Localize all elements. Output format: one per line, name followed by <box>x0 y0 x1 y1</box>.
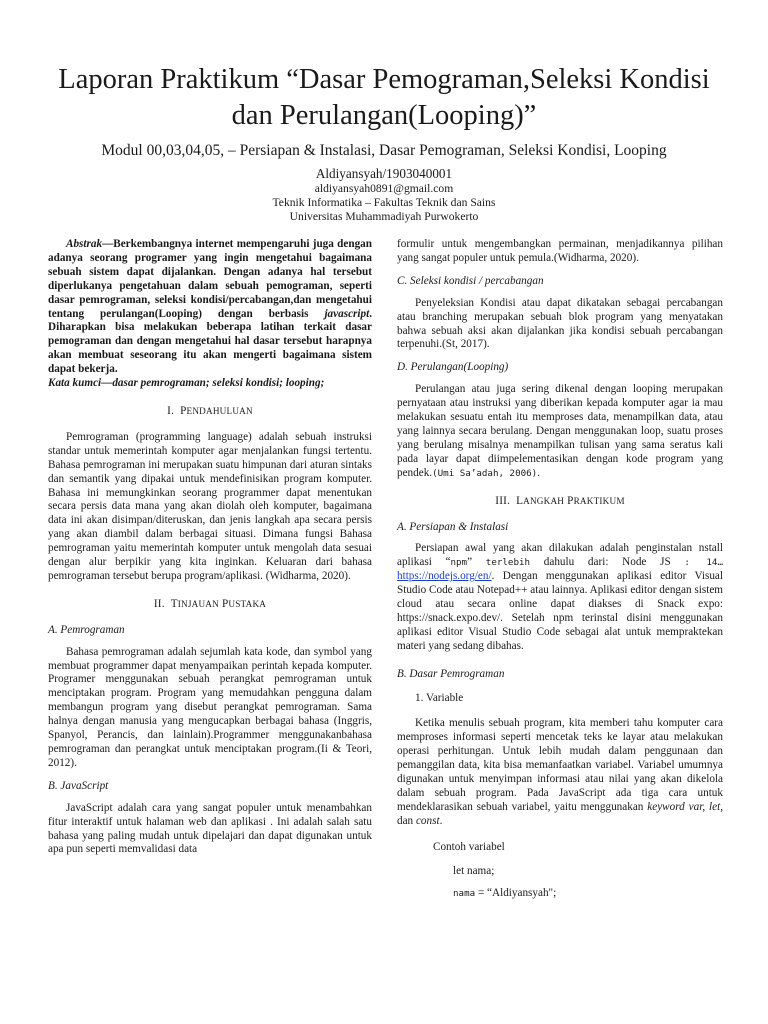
right-column <box>397 238 723 900</box>
npm-code: npm <box>450 557 468 569</box>
section-heading-tinjauan-pustaka <box>48 598 372 612</box>
abstract-tail: . Diharapkan bisa melakukan beberapa latihan terkait dasar pemograman dan dengan mengetahui hal dasar tersebut harapnya akan membuat seseorang itu akan mengerti bagaimana sistem dapat bekerja. <box>48 307 372 376</box>
variable-text-1: Ketika menulis sebuah program, kita memberi tahu komputer cara memproses informasi seperti mencetak teks ke layar atau melakukan operasi perhitungan. Untuk lebih mudah dalam penggunaan dan pemanggilan data, kita bisa memanfaatkan variabel. Variabel umumnya digunakan untuk menyimpan informasi atau nilai yang akan dikelola dalam sebuah program. Pada JavaScript ada tiga cara untuk mendeklarasikan sebuah variabel, yaitu menggunakan <box>397 717 723 813</box>
author-university: Universitas Muhammadiyah Purwokerto <box>289 210 479 223</box>
abstract-text: Berkembangnya internet mempengaruhi juga dengan adanya seorang programer yang ingin mengetahui bagaimana sebuah sistem dapat dijalankan. Dengan adanya hal tersebut diperlukanya pengetahuan dalam sebuah pemograman, seperti dasar pemrograman, seleksi kondisi/percabangan,dan mengetahui tentang perulangan(Looping) dengan berbasis <box>48 238 372 320</box>
code-assignment: = “Aldiyansyah"; <box>475 886 557 899</box>
perulangan-end: . <box>537 466 541 479</box>
section-initial: T <box>170 597 178 610</box>
variable-text-2: dan <box>397 814 416 827</box>
code-line-1: let nama; <box>453 864 495 877</box>
keyword-italic: keyword var, let, <box>647 800 723 813</box>
perulangan-paragraph <box>397 383 723 480</box>
variable-text-3: . <box>439 814 443 827</box>
subsection-heading-dasar-pemrograman: B. Dasar Pemrograman <box>397 667 505 680</box>
subsection-heading-persiapan: A. Persiapan & Instalasi <box>397 520 509 533</box>
node-version: : 14… <box>684 557 723 569</box>
section-initial: P <box>180 404 187 417</box>
section-heading-langkah-praktikum <box>397 495 723 509</box>
section-rest: ANGKAH <box>523 495 565 506</box>
section-rest: USTAKA <box>228 598 267 609</box>
abstract-label: Abstrak <box>66 238 103 250</box>
paper-title: Laporan Praktikum “Dasar Pemograman,Seleksi Kondisi dan Perulangan(Looping)” <box>58 64 710 131</box>
section-initial: P <box>567 494 574 507</box>
section-initial: L <box>516 494 524 507</box>
subsection-heading-javascript: B. JavaScript <box>48 779 109 792</box>
left-column <box>48 238 372 857</box>
persiapan-paragraph <box>397 542 723 653</box>
seleksi-kondisi-paragraph: Penyeleksian Kondisi atau dapat dikatakan sebagai percabangan atau branching merupakan sebuah blok program yang menyatakan bahwa sebuah aksi akan dijalankan jika kondisi sebuah percabangan terpenuhi.(St, 2017). <box>397 296 723 351</box>
section-number: II. <box>153 597 165 610</box>
variable-paragraph <box>397 717 723 828</box>
section-number: III. <box>495 494 511 507</box>
code-label: Contoh variabel <box>433 840 505 853</box>
author-faculty: Teknik Informatika – Fakultas Teknik dan Sains <box>272 196 496 209</box>
section-rest: RAKTIKUM <box>573 495 625 506</box>
section-initial: P <box>221 597 229 610</box>
pemrograman-paragraph: Bahasa pemrograman adalah sejumlah kata kode, dan symbol yang membuat programmer dapat menyampaikan perintah kepada komputer. Programer menggunakan sebuah perangkat pemrograman untuk menciptakan program. Program yang memudahkan pengguna dalam membangun program yang disebut perangkat pemrograman. Sama halnya dengan manusia yang mengucapkan berbagai bahasa (Inggris, Spanyol, Perancis, dan lainlain).Programmer menggunakanbahasa pemrograman dan perangkat untuk menciptakan program.(Ii & Teori, 2012). <box>48 645 372 769</box>
keywords: Kata kumci—dasar pemrograman; seleksi kondisi; looping; <box>48 377 325 390</box>
terlebih-word: terlebih <box>485 557 531 569</box>
persiapan-text-2: ” <box>467 556 486 569</box>
perulangan-text: Perulangan atau juga sering dikenal dengan looping merupakan pernyataan atau instruksi yang diberikan kepada komputer agar ia mau melakukan sesuatu entah itu memproses data, menampilkan data, atau yang lainnya secara berulang. Dengan menggunakan loop, suatu proses yang berulang misalnya menampilkan tulisan yang sama seratus kali pada layar dapat diimpelementasikan dengan kode program yang pendek. <box>397 383 723 479</box>
code-line-2 <box>397 887 723 901</box>
list-item-variable: 1. Variable <box>415 691 464 704</box>
persiapan-text-1: Persiapan awal yang akan dilakukan adalah penginstalan nstall aplikasi “ <box>397 542 723 569</box>
citation: (Umi Sa’adah, 2006) <box>432 467 538 479</box>
section-heading-pendahuluan <box>48 405 372 419</box>
javascript-paragraph: JavaScript adalah cara yang sangat populer untuk menambahkan fitur interaktif untuk halaman web dan aplikasi . Ini adalah salah satu bahasa yang paling mudah untuk dipelajari dan dapat digunakan untuk apa pun seperti memvalidasi data <box>48 801 372 856</box>
section-rest: ENDAHULUAN <box>186 405 253 416</box>
javascript-paragraph-continued: formulir untuk mengembangkan permainan, menjadikannya pilihan yang sangat populer untuk pemula.(Widharma, 2020). <box>397 238 723 264</box>
abstract-dash: — <box>102 238 114 250</box>
section-number: I. <box>167 404 175 417</box>
author-name: Aldiyansyah/1903040001 <box>315 166 453 181</box>
section-rest: INJAUAN <box>177 598 219 609</box>
persiapan-text-4: . Dengan menggunakan aplikasi editor Visual Studio Code atau Notepad++ atau lainnya. Aplikasi editor dengan sistem cloud atau secara online dapat diakses di Snack expo: https://snack.expo.dev/. Setelah npm terinstal disini menggunakan aplikasi editor Visual Studio Code sebagai alat untuk mempraktekan materi yang sedang dibahas. <box>397 570 723 652</box>
paper-subtitle: Modul 00,03,04,05, – Persiapan & Instalasi, Dasar Pemograman, Seleksi Kondisi, Looping <box>101 142 667 159</box>
nodejs-link[interactable]: https://nodejs.org/en/ <box>397 570 492 583</box>
subsection-heading-pemrograman: A. Pemrograman <box>48 623 125 636</box>
subsection-heading-perulangan: D. Perulangan(Looping) <box>397 361 509 374</box>
code-variable: nama <box>453 887 476 899</box>
author-email: aldiyansyah0891@gmail.com <box>314 182 454 195</box>
persiapan-text-3: dahulu dari: Node JS <box>530 556 685 569</box>
abstract-italic: javascript <box>324 307 370 320</box>
pendahuluan-paragraph: Pemrograman (programming language) adalah sebuah instruksi standar untuk memerintah komputer agar menjalankan fungsi tertentu. Bahasa pemrograman ini merupakan suatu himpunan dari aturan sintaks dan semantik yang dipakai untuk mendefinisikan program komputer. Bahasa ini memungkinkan seorang programmer dapat menentukan secara persis data mana yang akan diolah oleh komputer, bagaimana data ini akan disimpan/diteruskan, dan jenis langkah apa secara persis yang akan diambil dalam berbagai situasi. Dimana fungsi Bahasa pemrograman yaitu memerintah komputer untuk mengolah data sesuai dengan alur berpikir yang kita inginkan. Keluaran dari bahasa pemrograman tersebut berupa program/aplikasi. (Widharma, 2020). <box>48 430 372 582</box>
const-italic: const <box>415 814 440 827</box>
subsection-heading-seleksi-kondisi: C. Seleksi kondisi / percabangan <box>397 274 544 287</box>
abstract <box>48 238 372 377</box>
